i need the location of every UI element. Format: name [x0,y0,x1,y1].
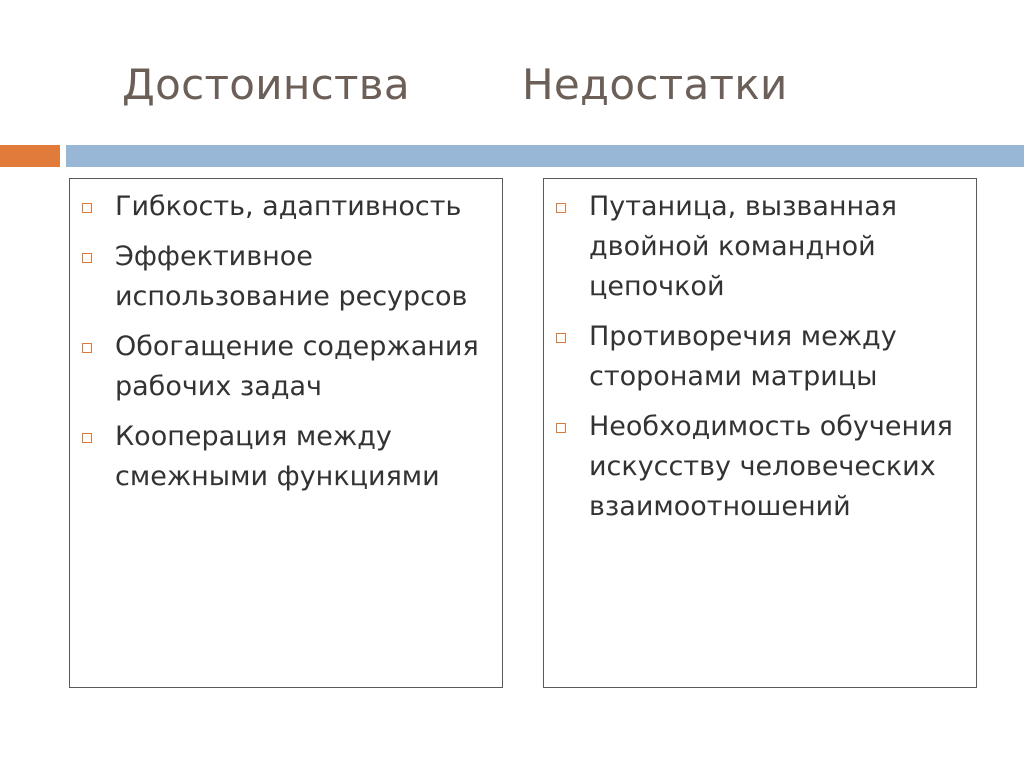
list-item-text: Гибкость, адаптивность [115,191,462,222]
title-divider-bar [66,145,1024,167]
list-item [544,317,968,397]
square-bullet-icon [82,343,92,353]
list-item [70,417,494,497]
list-item [544,187,968,307]
square-bullet-icon [82,433,92,443]
disadvantages-box [543,178,977,688]
advantages-list [70,179,502,497]
list-item-text: Путаница, вызванная двойной командной цепочкой [589,191,897,302]
list-item [544,407,968,527]
square-bullet-icon [82,203,92,213]
list-item-text: Необходимость обучения искусству человеческих взаимоотношений [589,411,953,522]
square-bullet-icon [82,253,92,263]
list-item [70,237,494,317]
accent-bar [0,145,60,167]
list-item-text: Эффективное использование ресурсов [115,241,468,312]
disadvantages-list [544,179,976,527]
square-bullet-icon [556,333,566,343]
list-item-text: Обогащение содержания рабочих задач [115,331,479,402]
list-item-text: Противоречия между сторонами матрицы [589,321,897,392]
advantages-box [69,178,503,688]
list-item-text: Кооперация между смежными функциями [115,421,440,492]
list-item [70,187,494,227]
heading-disadvantages: Недостатки [522,60,788,109]
list-item [70,327,494,407]
heading-advantages: Достоинства [122,60,410,109]
square-bullet-icon [556,203,566,213]
square-bullet-icon [556,423,566,433]
